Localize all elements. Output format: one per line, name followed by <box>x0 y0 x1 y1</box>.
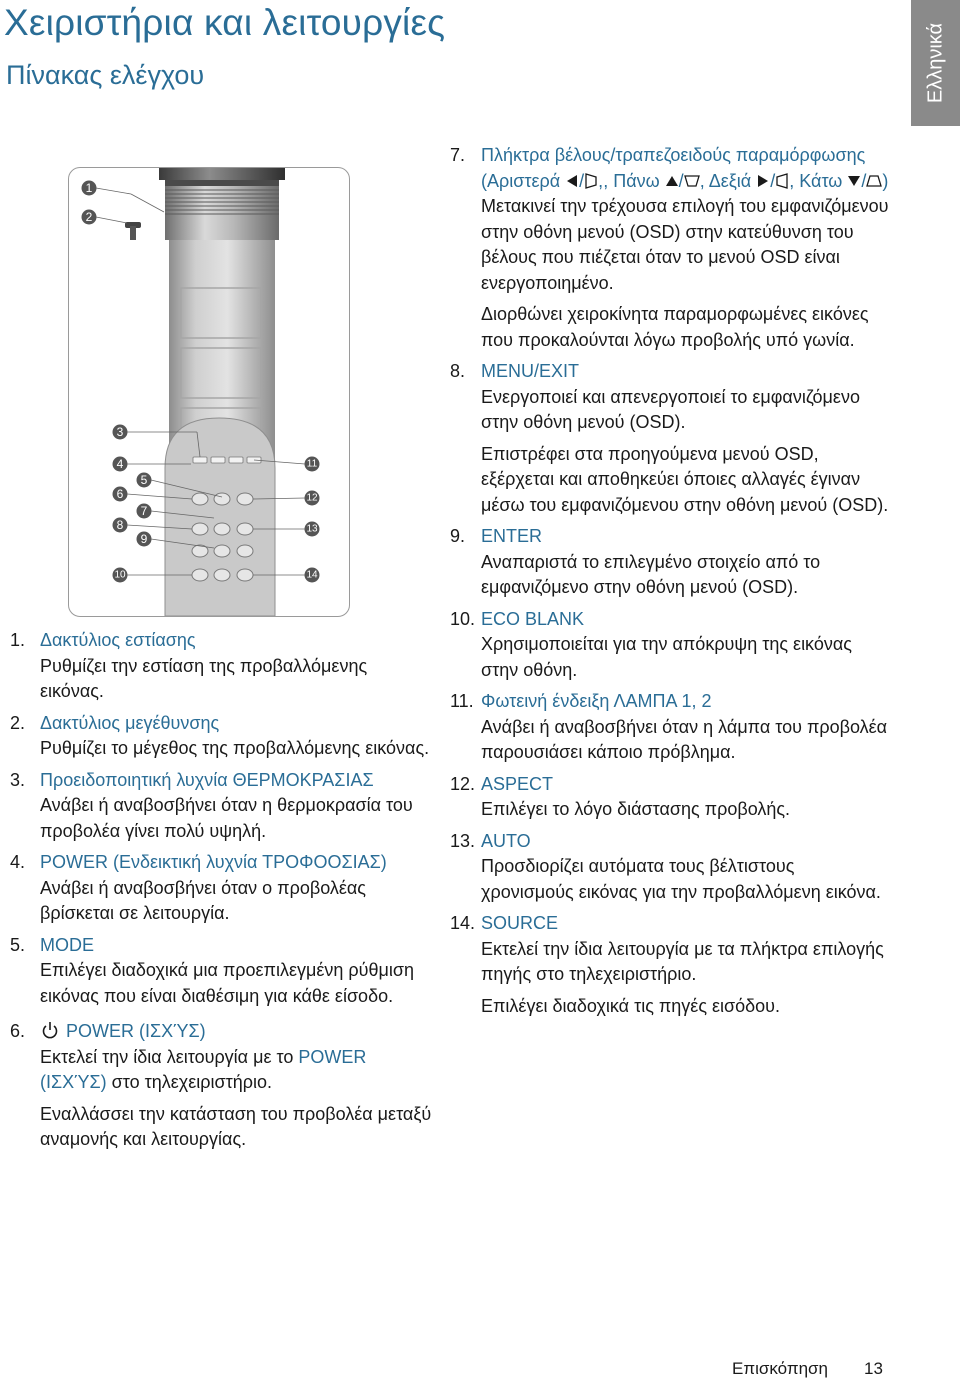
item-number: 11. <box>450 691 474 711</box>
list-item-7 <box>450 143 890 353</box>
item-description: Αναπαριστά το επιλεγμένο στοιχείο από το εμφανιζόμενο στην οθόνη μενού (OSD). <box>481 551 821 597</box>
down-arrow-icon <box>847 174 861 188</box>
desc-highlight: POWER (ΙΣΧΎΣ) <box>40 1046 367 1092</box>
up-arrow-icon <box>665 174 679 188</box>
list-item-3 <box>10 768 435 845</box>
section-subtitle: Πίνακας ελέγχου <box>6 60 205 90</box>
keystone-left-icon <box>584 173 598 189</box>
item-heading: MODE <box>40 934 94 955</box>
callout-12: 12 <box>306 492 318 504</box>
footer-section-label: Επισκόπηση <box>732 1359 828 1378</box>
keystone-right-icon <box>775 173 789 189</box>
item-description: Προσδιορίζει αυτόματα τους βέλτιστους χρονισμούς εικόνας για την προβαλλόμενη εικόνα. <box>481 856 881 902</box>
heading-part: ) <box>882 170 889 191</box>
list-item-5 <box>10 933 435 1010</box>
item-number: 4. <box>10 852 26 872</box>
callout-5: 5 <box>140 473 148 487</box>
item-number: 2. <box>10 712 26 733</box>
control-panel-illustration <box>69 168 349 616</box>
callout-6: 6 <box>116 487 124 501</box>
item-description: Ρυθμίζει την εστίαση της προβαλλόμενης εικόνας. <box>40 655 368 701</box>
control-panel-figure <box>68 167 350 617</box>
item-number: 14. <box>450 913 476 933</box>
right-column <box>450 143 890 1025</box>
callout-7: 7 <box>140 504 148 518</box>
item-number: 9. <box>450 526 466 546</box>
heading-part: , Δεξιά <box>699 170 752 191</box>
callout-11: 11 <box>306 458 318 470</box>
left-column <box>10 628 435 1159</box>
language-tab <box>911 0 960 126</box>
item-number: 6. <box>10 1021 26 1041</box>
heading-part: / <box>579 170 585 191</box>
list-item-10 <box>450 607 890 684</box>
heading-part: Πλήκτρα βέλους/τραπεζοειδούς παραμόρφωσης (Αριστερά <box>481 145 866 191</box>
item-number: 7. <box>450 145 466 165</box>
item-description: Ανάβει ή αναβοσβήνει όταν ο προβολέας βρίσκεται σε λειτουργία. <box>40 877 366 923</box>
item-heading: ASPECT <box>481 773 554 794</box>
item-description: Ρυθμίζει το μέγεθος της προβαλλόμενης εικόνας. <box>40 738 430 758</box>
item-heading: Φωτεινή ένδειξη ΛΑΜΠΑ 1, 2 <box>481 691 712 711</box>
item-heading: Προειδοποιητική λυχνία ΘΕΡΜΟΚΡΑΣΙΑΣ <box>40 769 374 790</box>
callout-9: 9 <box>140 532 148 546</box>
language-tab-label: Ελληνικά <box>924 22 946 104</box>
list-item-14 <box>450 911 890 1019</box>
page-number: 13 <box>864 1359 883 1378</box>
list-item-6 <box>10 1019 435 1153</box>
heading-part: , Πάνω <box>603 170 660 191</box>
item-heading: Δακτύλιος μεγέθυνσης <box>40 712 220 733</box>
item-description: Χρησιμοποιείται για την απόκρυψη της εικόνας στην οθόνη. <box>481 634 852 680</box>
item-heading: AUTO <box>481 830 531 851</box>
item-number: 3. <box>10 769 26 790</box>
right-arrow-icon <box>756 174 770 188</box>
power-heading-text: POWER (ΙΣΧΎΣ) <box>66 1021 206 1041</box>
item-heading <box>40 1019 435 1045</box>
keystone-up-icon <box>684 174 700 188</box>
item-heading <box>481 143 890 194</box>
item-number: 13. <box>450 830 476 851</box>
list-item-12 <box>450 772 890 823</box>
item-description: Μετακινεί την τρέχουσα επιλογή του εμφανιζόμενου στην οθόνη μενού (OSD) στην κατεύθυνση του βέλους που πιέζεται όταν το μενού OSD είναι ενεργοποιημένο. <box>481 196 889 293</box>
list-item-9 <box>450 524 890 601</box>
item-description: Ανάβει ή αναβοσβήνει όταν η θερμοκρασία του προβολέα γίνει πολύ υψηλή. <box>40 795 413 841</box>
item-heading: MENU/EXIT <box>481 361 580 381</box>
power-icon <box>40 1021 60 1039</box>
item-description-2: Εναλλάσσει την κατάσταση του προβολέα μεταξύ αναμονής και λειτουργίας. <box>40 1103 432 1149</box>
item-description: Επιλέγει διαδοχικά μια προεπιλεγμένη ρύθμιση εικόνας που είναι διαθέσιμη για κάθε είσοδο. <box>40 960 414 1006</box>
left-arrow-icon <box>565 174 579 188</box>
item-description <box>40 1045 435 1096</box>
item-description: Επιλέγει το λόγο διάστασης προβολής. <box>481 799 791 819</box>
item-description: Ανάβει ή αναβοσβήνει όταν η λάμπα του προβολέα παρουσιάσει κάποιο πρόβλημα. <box>481 716 888 762</box>
callout-10: 10 <box>114 569 126 581</box>
heading-part: / <box>770 170 776 191</box>
callout-1: 1 <box>85 181 93 195</box>
heading-part: / <box>678 170 684 191</box>
item-heading: ECO BLANK <box>481 608 585 629</box>
desc-text: Εκτελεί την ίδια λειτουργία με το <box>40 1046 299 1067</box>
list-item-11 <box>450 689 890 766</box>
heading-part: , Κάτω <box>789 170 843 191</box>
item-number: 10. <box>450 608 476 629</box>
list-item-1 <box>10 628 435 705</box>
item-description-2: Διορθώνει χειροκίνητα παραμορφωμένες εικόνες που προκαλούνται λόγω προβολής υπό γωνία. <box>481 304 869 350</box>
heading-part: / <box>861 170 867 191</box>
heading-part: , <box>598 170 604 191</box>
item-heading: ENTER <box>481 526 543 546</box>
desc-text: στο τηλεχειριστήριο. <box>106 1072 272 1092</box>
item-description: Εκτελεί την ίδια λειτουργία με τα πλήκτρα επιλογής πηγής στο τηλεχειριστήριο. <box>481 938 884 984</box>
keystone-down-icon <box>866 174 882 188</box>
callout-3: 3 <box>116 425 124 439</box>
item-heading: Δακτύλιος εστίασης <box>40 630 196 650</box>
list-item-2 <box>10 711 435 762</box>
list-item-13 <box>450 829 890 906</box>
list-item-4 <box>10 850 435 927</box>
item-number: 1. <box>10 630 26 650</box>
page-title: Χειριστήρια και λειτουργίες <box>4 2 446 43</box>
item-heading: SOURCE <box>481 913 559 933</box>
item-number: 8. <box>450 361 466 381</box>
item-number: 5. <box>10 934 26 955</box>
item-description-2: Επιστρέφει στα προηγούμενα μενού OSD, εξέρχεται και αποθηκεύει όποιες αλλαγές έγιναν μέσω του εμφανιζόμενου στην οθόνη μενού (OSD). <box>481 443 889 515</box>
callout-8: 8 <box>116 518 124 532</box>
callout-2: 2 <box>85 210 93 224</box>
list-item-8 <box>450 359 890 518</box>
item-description-2: Επιλέγει διαδοχικά τις πηγές εισόδου. <box>481 995 781 1016</box>
callout-13: 13 <box>306 523 318 535</box>
callout-4: 4 <box>116 457 124 471</box>
callout-14: 14 <box>306 569 318 581</box>
item-number: 12. <box>450 773 476 794</box>
item-description: Ενεργοποιεί και απενεργοποιεί το εμφανιζόμενο στην οθόνη μενού (OSD). <box>481 386 860 432</box>
item-heading: POWER (Ενδεικτική λυχνία ΤΡΟΦΟΟΣΙΑΣ) <box>40 852 387 872</box>
